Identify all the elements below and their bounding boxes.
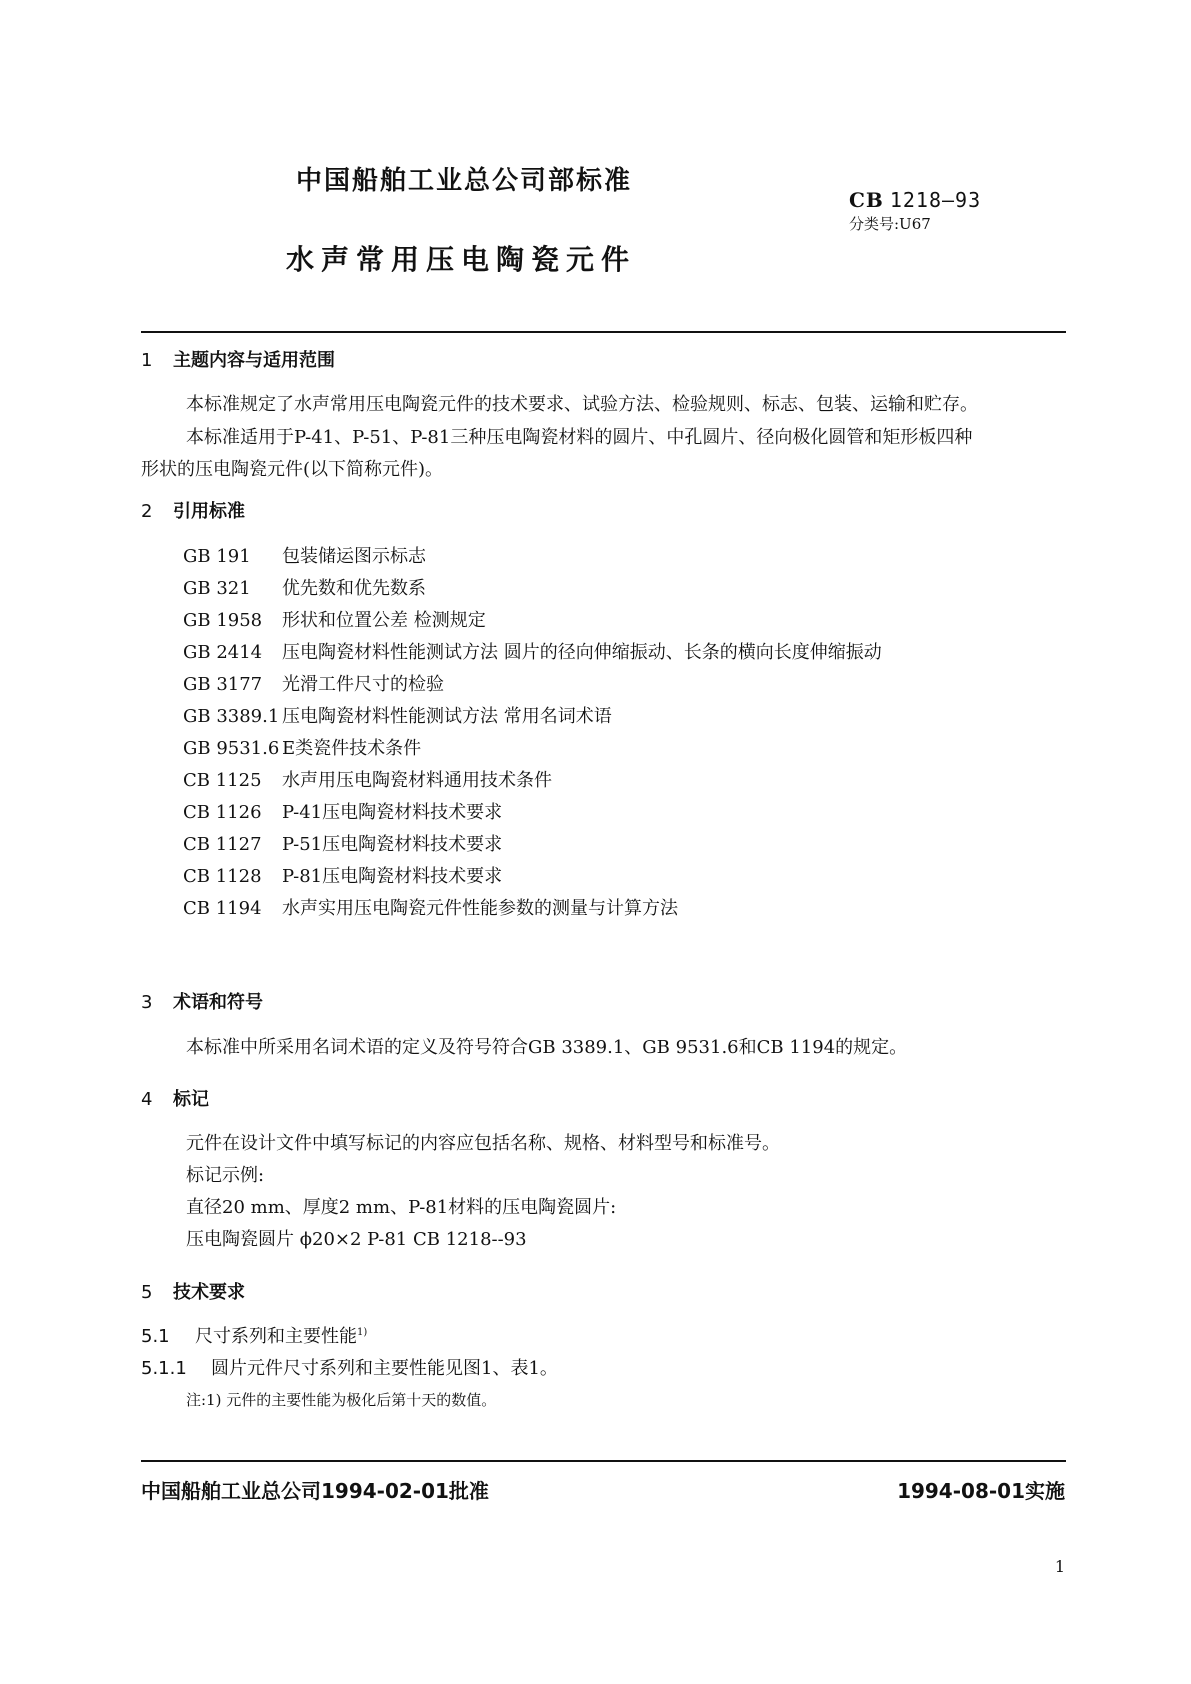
section-title: 主题内容与适用范围 — [173, 350, 335, 371]
section-title: 术语和符号 — [173, 992, 263, 1013]
reference-title: P-51压电陶瓷材料技术要求 — [282, 834, 503, 855]
reference-item — [183, 702, 612, 728]
section-2-heading — [141, 497, 245, 523]
reference-code: GB 2414 — [183, 642, 263, 663]
reference-code: CB 1126 — [183, 802, 262, 823]
header-divider — [141, 331, 1066, 333]
section-4-paragraph: 元件在设计文件中填写标记的内容应包括名称、规格、材料型号和标准号。 — [186, 1133, 780, 1154]
section-4-paragraph: 直径20 mm、厚度2 mm、P-81材料的压电陶瓷圆片: — [186, 1197, 617, 1218]
reference-item — [183, 734, 421, 760]
reference-item — [183, 830, 502, 856]
reference-title: 形状和位置公差 检测规定 — [282, 610, 486, 631]
reference-code: GB 3389.1 — [183, 706, 280, 727]
section-4-heading — [141, 1085, 209, 1111]
section-4-paragraph: 标记示例: — [186, 1165, 265, 1186]
reference-item — [183, 670, 444, 696]
section-title: 技术要求 — [173, 1282, 245, 1303]
reference-code: GB 191 — [183, 546, 251, 567]
issuing-organization: 中国船舶工业总公司部标准 — [296, 166, 633, 196]
subsection-text: 圆片元件尺寸系列和主要性能见图1、表1。 — [211, 1358, 558, 1379]
classification-number: 分类号:U67 — [849, 215, 931, 233]
section-1-paragraph: 本标准规定了水声常用压电陶瓷元件的技术要求、试验方法、检验规则、标志、包装、运输和贮存。 — [186, 394, 978, 415]
section-number: 2 — [141, 501, 153, 522]
reference-item — [183, 766, 552, 792]
reference-code: GB 321 — [183, 578, 251, 599]
reference-title: 压电陶瓷材料性能测试方法 常用名词术语 — [282, 706, 612, 727]
reference-item — [183, 638, 882, 664]
reference-title: E类瓷件技术条件 — [282, 738, 422, 759]
reference-item — [183, 574, 426, 600]
section-number: 1 — [141, 350, 153, 371]
reference-code: CB 1128 — [183, 866, 262, 887]
document-title: 水声常用压电陶瓷元件 — [286, 243, 637, 276]
reference-title: 优先数和优先数系 — [282, 578, 426, 599]
reference-title: 光滑工件尺寸的检验 — [282, 674, 444, 695]
reference-item — [183, 606, 486, 632]
footnote: 注:1) 元件的主要性能为极化后第十天的数值。 — [186, 1391, 497, 1409]
section-number: 4 — [141, 1089, 153, 1110]
effective-date: 1994-08-01实施 — [897, 1479, 1065, 1503]
section-1-paragraph: 本标准适用于P-41、P-51、P-81三种压电陶瓷材料的圆片、中孔圆片、径向极化圆管和矩形板四种 — [186, 427, 973, 448]
section-3-paragraph: 本标准中所采用名词术语的定义及符号符合GB 3389.1、GB 9531.6和CB 1194的规定。 — [186, 1037, 908, 1058]
section-5-heading — [141, 1278, 245, 1304]
subsection-5-1 — [141, 1322, 367, 1348]
section-4-marking-example: 压电陶瓷圆片 ϕ20×2 P-81 CB 1218--93 — [186, 1229, 527, 1250]
subsection-number: 5.1.1 — [141, 1358, 187, 1379]
page-number: 1 — [1054, 1557, 1065, 1576]
footnote-marker: 1) — [357, 1327, 368, 1338]
reference-item — [183, 862, 502, 888]
reference-code: CB 1127 — [183, 834, 262, 855]
reference-code: GB 3177 — [183, 674, 263, 695]
reference-item — [183, 798, 502, 824]
standard-code — [849, 188, 981, 212]
standard-code-number: 1218—93 — [889, 188, 982, 212]
reference-title: 水声用压电陶瓷材料通用技术条件 — [282, 770, 552, 791]
reference-item — [183, 542, 426, 568]
subsection-number: 5.1 — [141, 1326, 170, 1347]
subsection-5-1-1 — [141, 1354, 558, 1380]
section-title: 标记 — [173, 1089, 209, 1110]
reference-item — [183, 894, 678, 920]
footer-divider — [141, 1460, 1066, 1462]
standard-code-prefix: CB — [849, 188, 884, 212]
section-3-heading — [141, 988, 263, 1014]
reference-code: CB 1194 — [183, 898, 262, 919]
reference-code: GB 1958 — [183, 610, 263, 631]
section-1-heading — [141, 346, 335, 372]
reference-code: CB 1125 — [183, 770, 262, 791]
section-1-paragraph: 形状的压电陶瓷元件(以下简称元件)。 — [141, 459, 444, 480]
reference-title: 包装储运图示标志 — [282, 546, 426, 567]
reference-title: P-81压电陶瓷材料技术要求 — [282, 866, 503, 887]
section-number: 3 — [141, 992, 153, 1013]
section-number: 5 — [141, 1282, 153, 1303]
reference-title: 压电陶瓷材料性能测试方法 圆片的径向伸缩振动、长条的横向长度伸缩振动 — [282, 642, 882, 663]
section-title: 引用标准 — [173, 501, 245, 522]
reference-title: P-41压电陶瓷材料技术要求 — [282, 802, 503, 823]
subsection-title: 尺寸系列和主要性能 — [195, 1326, 357, 1347]
reference-title: 水声实用压电陶瓷元件性能参数的测量与计算方法 — [282, 898, 678, 919]
approval-statement: 中国船舶工业总公司1994-02-01批准 — [141, 1479, 489, 1503]
reference-code: GB 9531.6 — [183, 738, 280, 759]
